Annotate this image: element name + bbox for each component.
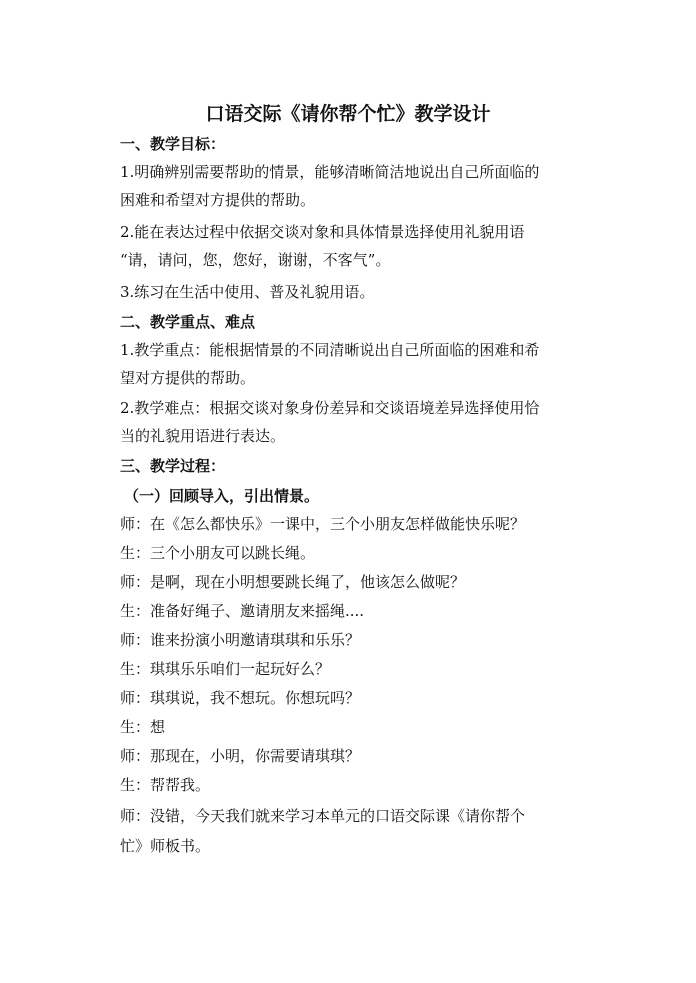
section-heading-key-points: 二、教学重点、难点 [120, 313, 256, 331]
paragraph-line: 当的礼貌用语进行表达。 [120, 427, 286, 445]
paragraph-line: 困难和希望对方提供的帮助。 [120, 191, 316, 209]
dialogue-line: 师：那现在，小明，你需要请琪琪？ [120, 747, 361, 765]
section-heading-goals: 一、教学目标： [120, 135, 226, 153]
paragraph-line: 2.能在表达过程中依据交谈对象和具体情景选择使用礼貌用语 [120, 223, 525, 241]
dialogue-line: 师：谁来扮演小明邀请琪琪和乐乐？ [120, 631, 361, 649]
dialogue-line: 生：三个小朋友可以跳长绳。 [120, 544, 316, 562]
paragraph-line: 望对方提供的帮助。 [120, 369, 256, 387]
dialogue-line: 生：琪琪乐乐咱们一起玩好么？ [120, 660, 331, 678]
dialogue-line: 生：帮帮我。 [120, 776, 211, 794]
document-title: 口语交际《请你帮个忙》教学设计 [205, 103, 491, 125]
paragraph-line: 1.明确辨别需要帮助的情景，能够清晰简洁地说出自己所面临的 [120, 163, 540, 181]
dialogue-line: 师：琪琪说，我不想玩。你想玩吗？ [120, 689, 361, 707]
section-heading-process: 三、教学过程： [120, 457, 226, 475]
dialogue-line: 师：是啊，现在小明想要跳长绳了，他该怎么做呢？ [120, 573, 466, 591]
dialogue-line: 师：没错，今天我们就来学习本单元的口语交际课《请你帮个 [120, 807, 526, 825]
paragraph-line: 1.教学重点：能根据情景的不同清晰说出自己所面临的困难和希 [120, 341, 540, 359]
dialogue-line: 师：在《怎么都快乐》一课中，三个小朋友怎样做能快乐呢？ [120, 515, 526, 533]
dialogue-line: 忙》师板书。 [120, 837, 211, 855]
paragraph-line: 2.教学难点：根据交谈对象身份差异和交谈语境差异选择使用恰 [120, 399, 540, 417]
dialogue-line: 生：想 [120, 718, 166, 736]
subsection-heading: （一）回顾导入，引出情景。 [124, 487, 320, 505]
dialogue-line: 生：准备好绳子、邀请朋友来摇绳.... [120, 602, 365, 620]
paragraph-line: “请，请问，您，您好，谢谢，不客气”。 [120, 251, 391, 269]
paragraph-line: 3.练习在生活中使用、普及礼貌用语。 [120, 283, 375, 301]
